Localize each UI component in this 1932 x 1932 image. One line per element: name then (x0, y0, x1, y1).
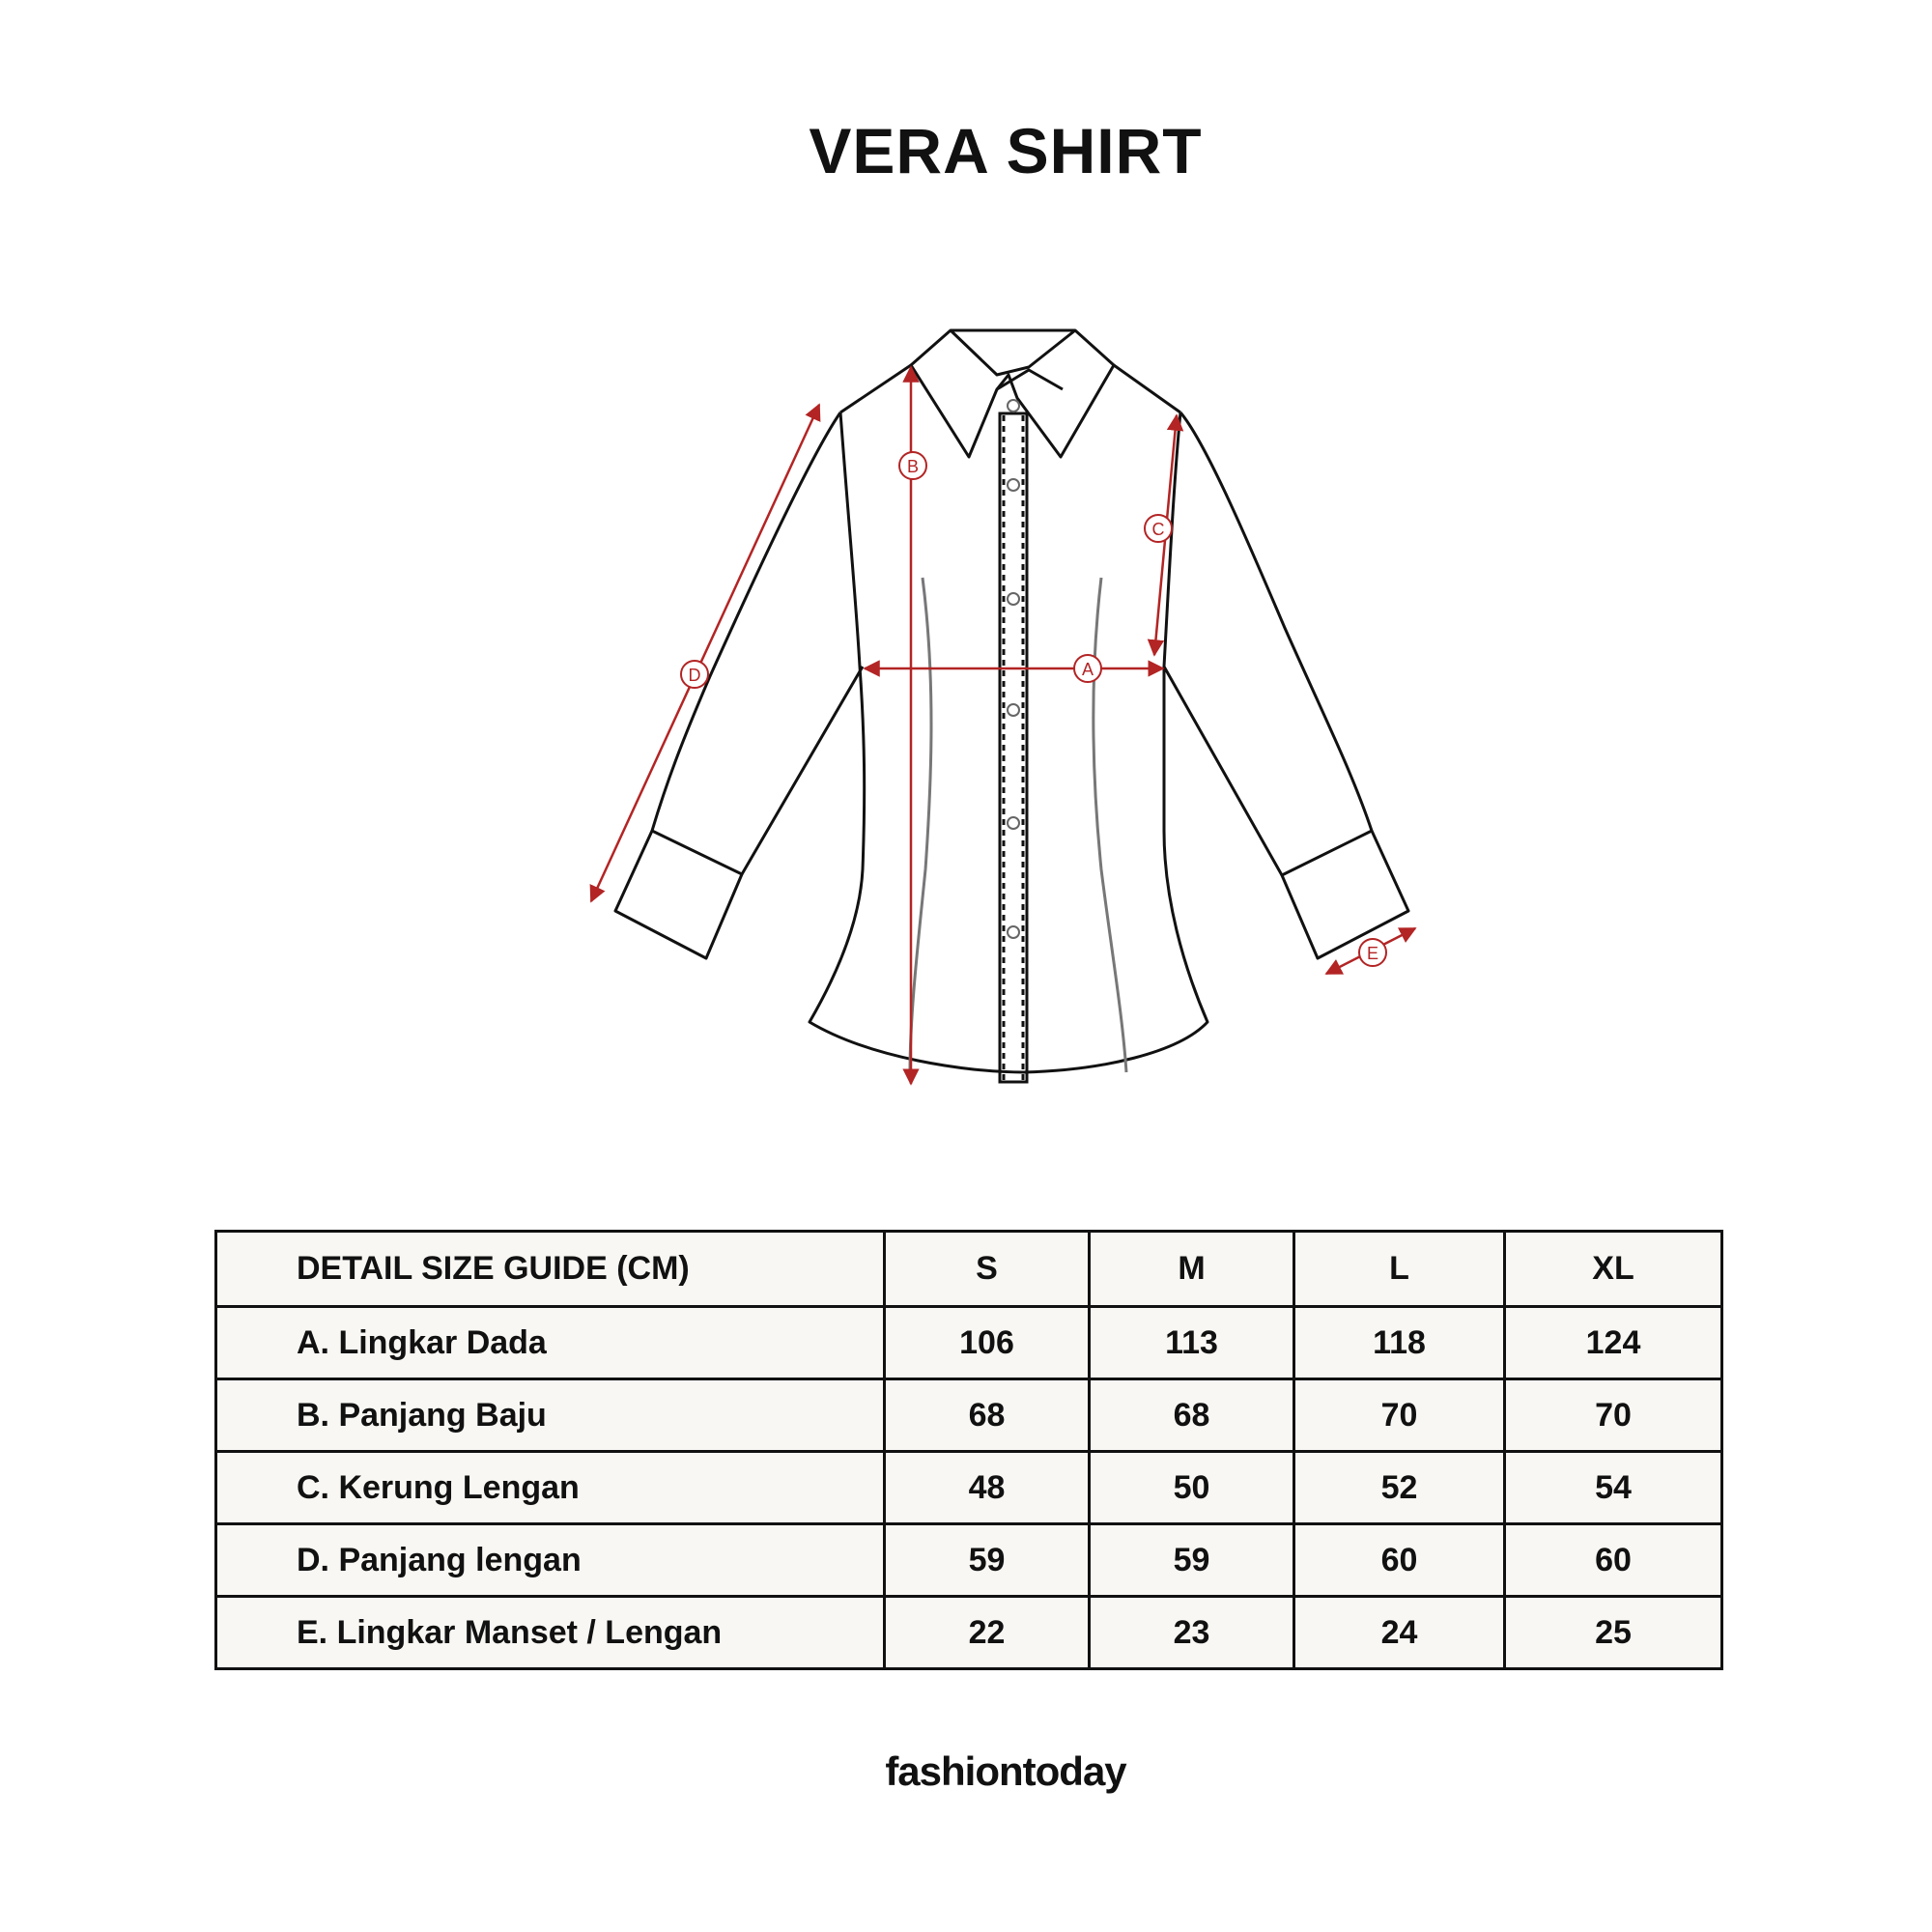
cell-value: 59 (1090, 1524, 1294, 1597)
table-header-row (216, 1232, 1722, 1307)
cell-value: 59 (885, 1524, 1090, 1597)
shirt-outline (615, 330, 1408, 1072)
table-row (216, 1379, 1722, 1452)
cell-value: 48 (885, 1452, 1090, 1524)
table-row (216, 1597, 1722, 1669)
cell-value: 25 (1505, 1597, 1722, 1669)
right-shoulder (1114, 365, 1180, 412)
label-b: B (906, 457, 920, 476)
size-s-header: S (885, 1232, 1090, 1307)
button-4 (1008, 704, 1019, 716)
cell-value: 68 (1090, 1379, 1294, 1452)
row-label: B. Panjang Baju (216, 1379, 885, 1452)
cell-value: 52 (1294, 1452, 1505, 1524)
label-c: C (1151, 520, 1165, 539)
table-row (216, 1524, 1722, 1597)
table-header-label: DETAIL SIZE GUIDE (CM) (216, 1232, 885, 1307)
left-shoulder (840, 365, 911, 412)
collar-rim (951, 330, 1075, 375)
cell-value: 70 (1294, 1379, 1505, 1452)
cell-value: 124 (1505, 1307, 1722, 1379)
cell-value: 22 (885, 1597, 1090, 1669)
right-cuff (1282, 831, 1408, 958)
brand-logo: fashiontoday (885, 1748, 1126, 1794)
placket (1000, 400, 1027, 1082)
button-3 (1008, 593, 1019, 605)
table-row (216, 1307, 1722, 1379)
cell-value: 118 (1294, 1307, 1505, 1379)
row-label: C. Kerung Lengan (216, 1452, 885, 1524)
shirt-body (810, 412, 1208, 1072)
cell-value: 54 (1505, 1452, 1722, 1524)
label-a: A (1081, 660, 1094, 679)
cell-value: 23 (1090, 1597, 1294, 1669)
left-sleeve (652, 412, 863, 874)
measure-e (1326, 928, 1415, 974)
size-xl-header: XL (1505, 1232, 1722, 1307)
row-label: E. Lingkar Manset / Lengan (216, 1597, 885, 1669)
measure-b (899, 367, 926, 1084)
cell-value: 60 (1505, 1524, 1722, 1597)
collar (911, 330, 1114, 457)
cell-value: 113 (1090, 1307, 1294, 1379)
row-label: D. Panjang lengan (216, 1524, 885, 1597)
cell-value: 24 (1294, 1597, 1505, 1669)
size-m-header: M (1090, 1232, 1294, 1307)
label-d: D (688, 666, 701, 685)
cell-value: 106 (885, 1307, 1090, 1379)
label-e: E (1366, 944, 1379, 963)
cell-value: 70 (1505, 1379, 1722, 1452)
cell-value: 60 (1294, 1524, 1505, 1597)
measure-d (591, 405, 819, 901)
cell-value: 50 (1090, 1452, 1294, 1524)
size-guide-table (214, 1230, 1723, 1670)
measure-a (865, 655, 1163, 682)
right-sleeve (1164, 412, 1372, 875)
size-l-header: L (1294, 1232, 1505, 1307)
button-5 (1008, 817, 1019, 829)
cell-value: 68 (885, 1379, 1090, 1452)
button-2 (1008, 479, 1019, 491)
table-row (216, 1452, 1722, 1524)
page-title: VERA SHIRT (809, 115, 1203, 186)
button-1 (1008, 400, 1019, 412)
row-label: A. Lingkar Dada (216, 1307, 885, 1379)
button-6 (1008, 926, 1019, 938)
left-cuff (615, 831, 742, 958)
